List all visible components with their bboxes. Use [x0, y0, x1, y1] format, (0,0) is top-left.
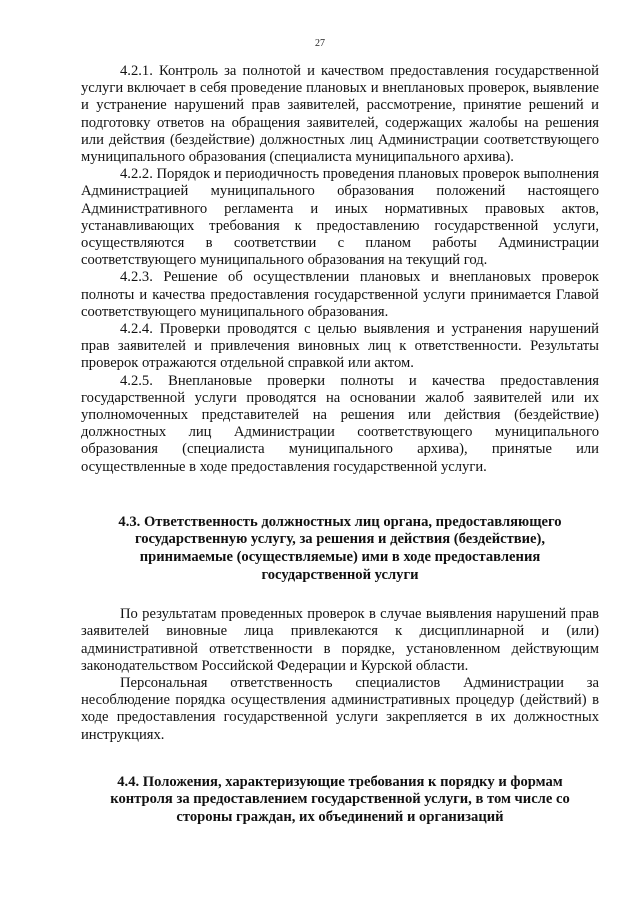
section-4-2-body — [81, 63, 599, 476]
paragraph-4-2-2: 4.2.2. Порядок и периодичность проведения плановых проверок выполнения Администрацией муниципального образования положений настоящего Административного регламента и иных нормативных правовых актов, устанавливающих требования к предоставлению государственной услуги, осуществляются в соответствии с планом работы Администрации соответствующего муниципального образования на текущий год. — [81, 166, 599, 269]
heading-spacer — [81, 584, 599, 606]
section-4-3-heading: 4.3. Ответственность должностных лиц органа, предоставляющего государственную услугу, за решения и действия (бездействие), принимаемые (осуществляемые) ими в ходе предоставления государственной услуги — [118, 513, 562, 583]
paragraph-4-2-1: 4.2.1. Контроль за полнотой и качеством предоставления государственной услуги включает в себя проведение плановых и внеплановых проверок, выявление и устранение нарушений прав заявителей, рассмотрение, принятие решений и подготовку ответов на обращения заявителей, содержащих жалобы на решения или действия (бездействие) должностных лиц Администрации соответствующего муниципального образования (специалиста муниципального архива). — [81, 63, 599, 166]
section-4-4-heading: 4.4. Положения, характеризующие требования к порядку и формам контроля за предоставлением государственной услуги, в том числе со стороны граждан, их объединений и организаций — [110, 773, 570, 826]
page-content — [81, 63, 599, 827]
section-4-3-body — [81, 606, 599, 744]
paragraph-4-2-3: 4.2.3. Решение об осуществлении плановых и внеплановых проверок полноты и качества предоставления государственной услуги принимается Главой соответствующего муниципального образования. — [81, 269, 599, 320]
paragraph-4-3-2: Персональная ответственность специалистов Администрации за несоблюдение порядка осуществления административных процедур (действий) в ходе предоставления государственной услуги закрепляется в их должностных инструкциях. — [81, 675, 599, 743]
paragraph-4-3-1: По результатам проведенных проверок в случае выявления нарушений прав заявителей виновные лица привлекаются к дисциплинарной и (или) административной ответственности в порядке, установленном действующим законодательством Российской Федерации и Курской области. — [81, 606, 599, 674]
paragraph-4-2-4: 4.2.4. Проверки проводятся с целью выявления и устранения нарушений прав заявителей и привлечения виновных лиц к ответственности. Результаты проверок отражаются отдельной справкой или актом. — [81, 321, 599, 372]
page-number: 27 — [315, 38, 325, 49]
paragraph-4-2-5: 4.2.5. Внеплановые проверки полноты и качества предоставления государственной услуги проводятся на основании жалоб заявителей или их уполномоченных представителей на решения или действия (бездействие) должностных лиц Администрации соответствующего муниципального образования (специалиста муниципального архива), принятые или осуществленные в ходе предоставления государственной услуги. — [81, 372, 599, 475]
